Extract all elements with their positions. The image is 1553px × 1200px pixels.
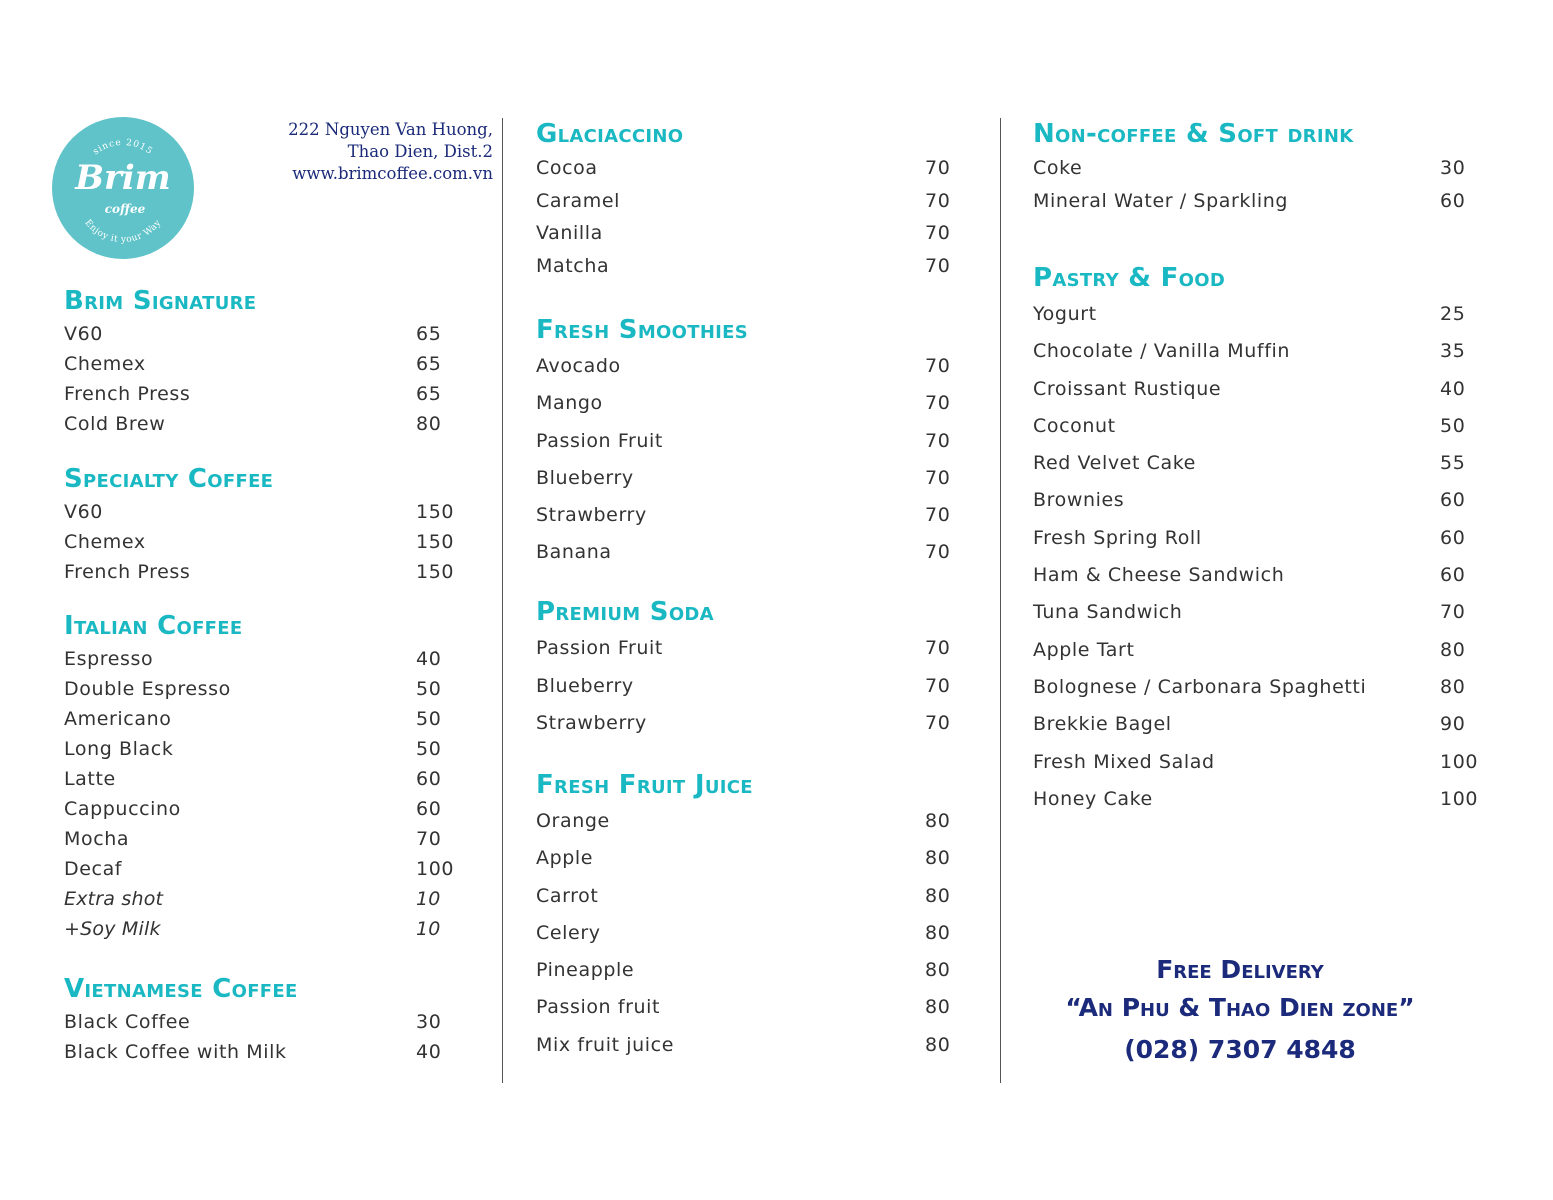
menu-item: [1033, 632, 1500, 669]
item-name: Brekkie Bagel: [1033, 713, 1172, 736]
item-name: Strawberry: [536, 712, 647, 734]
menu-item: [536, 152, 985, 185]
item-name: Latte: [64, 768, 116, 790]
menu-section-fresh-smoothies: [536, 312, 985, 572]
item-price: 70: [925, 674, 951, 697]
item-name: Ham & Cheese Sandwich: [1033, 564, 1285, 587]
item-name: Avocado: [536, 355, 621, 377]
menu-section-brim-signature: [64, 283, 476, 439]
address-line-1: 222 Nguyen Van Huong,: [288, 120, 493, 139]
menu-item: [1033, 152, 1500, 185]
cafe-address: [230, 119, 493, 185]
menu-item: [1033, 744, 1500, 781]
item-price: 100: [1440, 787, 1479, 810]
item-price: 80: [925, 847, 951, 870]
item-name: Chemex: [64, 531, 146, 553]
menu-item: [64, 764, 476, 794]
item-name: Mix fruit juice: [536, 1033, 675, 1056]
item-name: Black Coffee: [64, 1011, 191, 1033]
item-price: 70: [925, 712, 951, 734]
item-name: Coconut: [1033, 414, 1116, 437]
menu-item: [64, 409, 476, 439]
menu-item: [64, 734, 476, 764]
item-price: 65: [416, 383, 442, 405]
item-name: Coke: [1033, 157, 1083, 179]
item-name: Blueberry: [536, 674, 634, 697]
logo-brand-text: Brim: [75, 158, 171, 198]
menu-item: [536, 460, 985, 497]
item-price: 80: [925, 996, 951, 1019]
item-price: 70: [925, 541, 951, 564]
item-name: Passion Fruit: [536, 637, 663, 659]
menu-item: [1033, 706, 1500, 743]
item-name: Extra shot: [64, 888, 164, 910]
menu-item: [1033, 557, 1500, 594]
menu-item: [1033, 333, 1500, 370]
item-price: 50: [1440, 414, 1466, 437]
item-name: V60: [64, 323, 103, 345]
item-price: 70: [925, 355, 951, 377]
item-price: 55: [1440, 452, 1466, 475]
item-name: Fresh Mixed Salad: [1033, 750, 1215, 773]
item-name: Espresso: [64, 648, 154, 670]
item-price: 70: [925, 392, 951, 415]
item-name: Passion Fruit: [536, 429, 663, 452]
menu-item: [536, 534, 985, 571]
item-price: 30: [1440, 157, 1466, 179]
section-title: Non-coffee & Soft drink: [1033, 119, 1354, 149]
item-price: 10: [416, 888, 441, 910]
item-name: Red Velvet Cake: [1033, 452, 1196, 475]
menu-item: [1033, 781, 1500, 818]
menu-item: [536, 423, 985, 460]
section-title: Pastry & Food: [1033, 263, 1226, 293]
item-price: 80: [925, 810, 951, 832]
item-name: French Press: [64, 383, 191, 405]
item-price: 70: [925, 157, 951, 179]
item-price: 80: [416, 413, 442, 435]
phone-number[interactable]: (028) 7307 4848: [1124, 1035, 1356, 1064]
menu-section-italian-coffee: [64, 608, 476, 944]
item-price: 40: [1440, 377, 1466, 400]
item-name: Bolognese / Carbonara Spaghetti: [1033, 675, 1367, 698]
item-price: 35: [1440, 340, 1466, 363]
item-name: Chemex: [64, 353, 146, 375]
menu-section-specialty-coffee: [64, 461, 476, 587]
item-price: 65: [416, 323, 442, 345]
item-name: Vanilla: [536, 222, 603, 244]
menu-item: [64, 884, 476, 914]
item-price: 60: [1440, 564, 1466, 587]
item-name: Double Espresso: [64, 678, 231, 700]
item-name: Mango: [536, 392, 603, 415]
item-name: Passion fruit: [536, 996, 661, 1019]
menu-item: [536, 878, 985, 915]
item-price: 150: [416, 501, 455, 523]
item-price: 70: [925, 429, 951, 452]
item-price: 70: [925, 466, 951, 489]
item-price: 80: [925, 884, 951, 907]
item-name: Black Coffee with Milk: [64, 1041, 287, 1063]
menu-item: [536, 803, 985, 840]
item-name: Honey Cake: [1033, 787, 1153, 810]
item-price: 80: [925, 959, 951, 982]
item-price: 30: [416, 1011, 442, 1033]
item-price: 90: [1440, 713, 1466, 736]
item-name: Carrot: [536, 884, 599, 907]
item-name: Croissant Rustique: [1033, 377, 1222, 400]
svg-text:Enjoy it your Way: [82, 218, 163, 245]
logo-sub-text: coffee: [104, 202, 146, 216]
delivery-zone: “An Phu & Thao Dien zone”: [1065, 993, 1415, 1022]
item-name: Celery: [536, 921, 601, 944]
menu-item: [1033, 669, 1500, 706]
item-price: 10: [416, 918, 441, 940]
column-divider-1: [502, 118, 503, 1083]
logo-tagline-text: Enjoy it your Way: [82, 218, 164, 246]
item-name: Strawberry: [536, 504, 647, 527]
section-title: Premium Soda: [536, 597, 714, 627]
item-price: 70: [925, 637, 951, 659]
menu-item: [536, 840, 985, 877]
item-price: 50: [416, 738, 442, 760]
item-name: Tuna Sandwich: [1033, 601, 1183, 624]
item-name: Americano: [64, 708, 172, 730]
item-price: 50: [416, 708, 442, 730]
item-price: 70: [1440, 601, 1466, 624]
item-name: Long Black: [64, 738, 174, 760]
menu-item: [1033, 520, 1500, 557]
free-delivery-label: Free Delivery: [1156, 955, 1324, 984]
item-name: Pineapple: [536, 959, 635, 982]
section-title: Specialty Coffee: [64, 464, 274, 494]
item-name: Yogurt: [1033, 303, 1097, 325]
menu-item: [64, 914, 476, 944]
item-name: Apple Tart: [1033, 638, 1135, 661]
menu-section-premium-soda: [536, 594, 985, 743]
delivery-info: [1030, 953, 1450, 1071]
menu-item: [64, 527, 476, 557]
menu-item: [536, 952, 985, 989]
menu-item: [64, 349, 476, 379]
menu-item: [1033, 482, 1500, 519]
item-price: 70: [416, 828, 442, 850]
menu-item: [1033, 185, 1500, 218]
menu-item: [64, 644, 476, 674]
item-name: +Soy Milk: [64, 918, 161, 940]
item-price: 80: [925, 1033, 951, 1056]
menu-item: [536, 217, 985, 250]
item-price: 80: [1440, 638, 1466, 661]
item-price: 80: [925, 921, 951, 944]
menu-item: [536, 497, 985, 534]
item-name: Blueberry: [536, 466, 634, 489]
menu-section-fresh-fruit-juice: [536, 767, 985, 1064]
menu-item: [64, 824, 476, 854]
item-name: Banana: [536, 541, 612, 564]
menu-item: [64, 1007, 476, 1037]
menu-item: [1033, 371, 1500, 408]
menu-item: [64, 319, 476, 349]
menu-item: [536, 250, 985, 283]
item-price: 70: [925, 222, 951, 244]
item-price: 150: [416, 531, 455, 553]
menu-item: [1033, 296, 1500, 333]
menu-item: [536, 705, 985, 743]
menu-section-vietnamese-coffee: [64, 971, 476, 1067]
section-title: Italian Coffee: [64, 611, 243, 641]
item-price: 100: [416, 858, 455, 880]
menu-item: [64, 854, 476, 884]
menu-item: [64, 557, 476, 587]
item-price: 50: [416, 678, 442, 700]
section-title: Glaciaccino: [536, 119, 684, 149]
address-line-2: Thao Dien, Dist.2: [347, 142, 493, 161]
item-name: Mineral Water / Sparkling: [1033, 189, 1289, 212]
menu-item: [1033, 594, 1500, 631]
section-title: Fresh Fruit Juice: [536, 770, 753, 800]
menu-item: [536, 668, 985, 706]
menu-item: [536, 1027, 985, 1064]
item-name: Chocolate / Vanilla Muffin: [1033, 340, 1291, 363]
item-name: Cold Brew: [64, 413, 166, 435]
menu-section-pastry-food: [1033, 260, 1500, 818]
section-title: Fresh Smoothies: [536, 315, 749, 345]
menu-item: [536, 989, 985, 1026]
menu-item: [536, 185, 985, 218]
menu-item: [64, 704, 476, 734]
menu-item: [1033, 408, 1500, 445]
item-name: Decaf: [64, 858, 123, 880]
item-name: Orange: [536, 810, 610, 832]
item-name: Apple: [536, 847, 594, 870]
menu-item: [64, 1037, 476, 1067]
menu-section-non-coffee-soft-drink: [1033, 116, 1500, 217]
item-price: 60: [1440, 189, 1466, 212]
menu-item: [536, 348, 985, 385]
menu-item: [64, 497, 476, 527]
section-title: Vietnamese Coffee: [64, 974, 298, 1004]
item-name: V60: [64, 501, 103, 523]
item-name: Caramel: [536, 189, 621, 212]
menu-item: [64, 794, 476, 824]
item-price: 150: [416, 561, 455, 583]
item-price: 70: [925, 189, 951, 212]
item-name: Matcha: [536, 254, 610, 277]
website-link[interactable]: www.brimcoffee.com.vn: [292, 164, 493, 183]
logo-since-text: since 2015: [91, 137, 155, 158]
menu-item: [1033, 445, 1500, 482]
item-price: 70: [925, 504, 951, 527]
item-price: 40: [416, 648, 442, 670]
item-name: Brownies: [1033, 489, 1125, 512]
item-price: 80: [1440, 675, 1466, 698]
menu-item: [536, 915, 985, 952]
item-price: 65: [416, 353, 442, 375]
item-price: 60: [416, 768, 442, 790]
item-name: Mocha: [64, 828, 130, 850]
item-price: 70: [925, 254, 951, 277]
menu-item: [64, 379, 476, 409]
item-price: 60: [416, 798, 442, 820]
svg-text:since 2015: [91, 138, 154, 157]
menu-item: [64, 674, 476, 704]
item-price: 40: [416, 1041, 442, 1063]
item-name: Fresh Spring Roll: [1033, 526, 1202, 549]
column-divider-2: [1000, 118, 1001, 1083]
item-price: 100: [1440, 750, 1479, 773]
brim-coffee-logo: [52, 117, 194, 259]
menu-item: [536, 385, 985, 422]
item-name: Cocoa: [536, 157, 598, 179]
menu-section-glaciaccino: [536, 116, 985, 282]
section-title: Brim Signature: [64, 286, 257, 316]
item-price: 25: [1440, 303, 1466, 325]
menu-item: [536, 630, 985, 668]
item-price: 60: [1440, 526, 1466, 549]
item-price: 60: [1440, 489, 1466, 512]
item-name: French Press: [64, 561, 191, 583]
item-name: Cappuccino: [64, 798, 181, 820]
